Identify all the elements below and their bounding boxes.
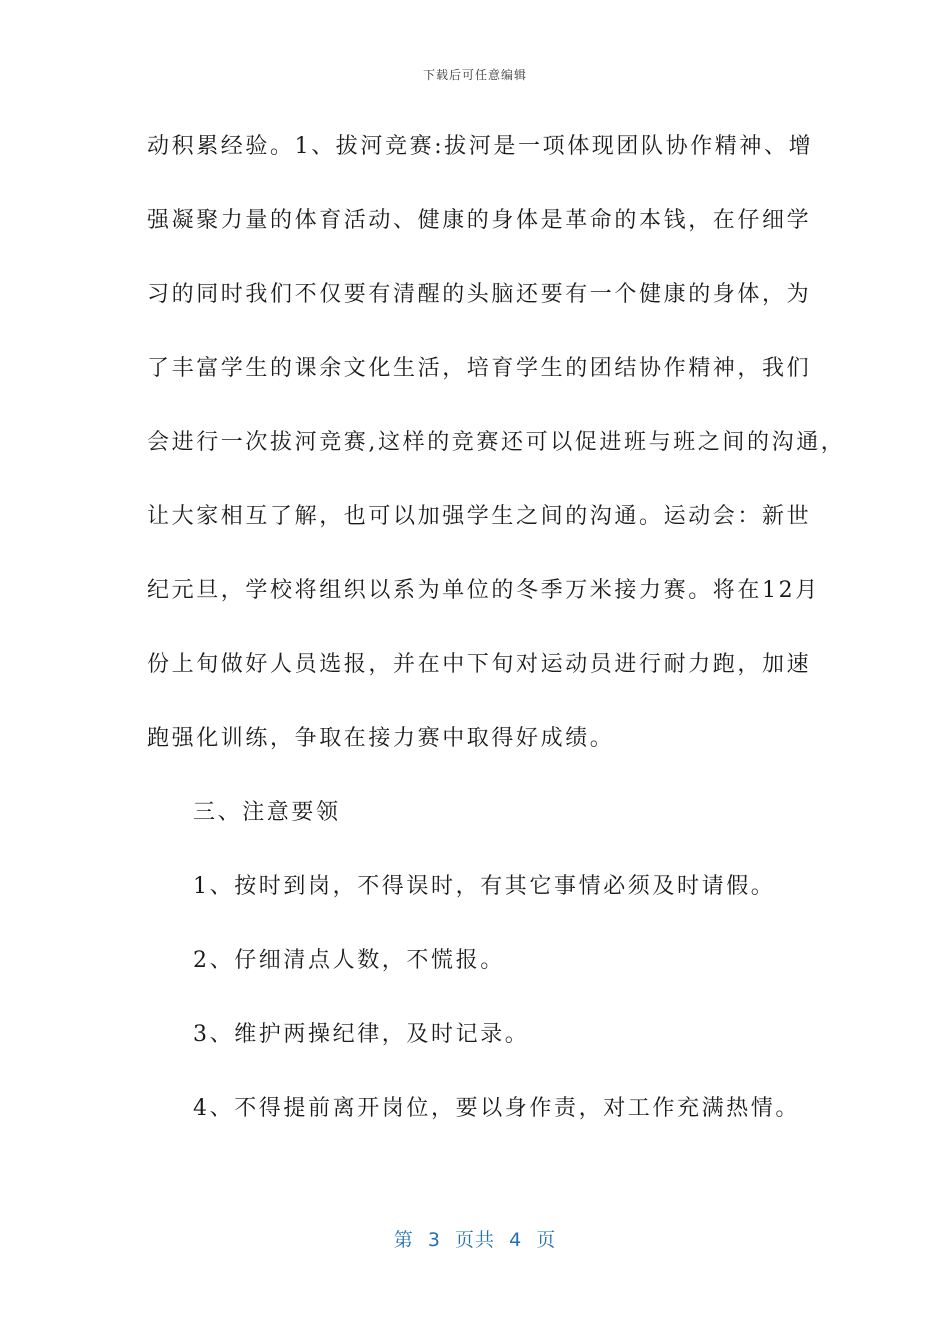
list-item-3: 3、维护两操纪律，及时记录。 bbox=[193, 1022, 530, 1047]
section-title: 三、注意要领 bbox=[193, 800, 341, 825]
paragraph-line-6: 让大家相互了解，也可以加强学生之间的沟通。运动会：新世 bbox=[147, 504, 812, 529]
paragraph-line-3: 习的同时我们不仅要有清醒的头脑还要有一个健康的身体，为 bbox=[147, 282, 812, 307]
list-item-1: 1、按时到岗，不得误时，有其它事情必须及时请假。 bbox=[193, 874, 776, 899]
page-number-footer: 第 3 页共 4 页 bbox=[393, 1229, 557, 1251]
list-item-2: 2、仔细清点人数，不慌报。 bbox=[193, 948, 505, 973]
paragraph-line-8: 份上旬做好人员选报，并在中下旬对运动员进行耐力跑，加速 bbox=[147, 652, 812, 677]
paragraph-line-9: 跑强化训练，争取在接力赛中取得好成绩。 bbox=[147, 726, 615, 751]
paragraph-line-4: 了丰富学生的课余文化生活，培育学生的团结协作精神，我们 bbox=[147, 356, 812, 381]
paragraph-line-7: 纪元旦，学校将组织以系为单位的冬季万米接力赛。将在12月 bbox=[147, 578, 820, 603]
header-note: 下载后可任意编辑 bbox=[422, 68, 527, 82]
document-body bbox=[147, 128, 846, 1164]
paragraph-line-5: 会进行一次拔河竞赛,这样的竞赛还可以促进班与班之间的沟通， bbox=[147, 430, 846, 455]
paragraph-line-1: 动积累经验。1、拔河竞赛:拔河是一项体现团队协作精神、增 bbox=[147, 134, 814, 159]
paragraph-line-2: 强凝聚力量的体育活动、健康的身体是革命的本钱，在仔细学 bbox=[147, 208, 812, 233]
list-item-4: 4、不得提前离开岗位，要以身作责，对工作充满热情。 bbox=[193, 1096, 800, 1121]
